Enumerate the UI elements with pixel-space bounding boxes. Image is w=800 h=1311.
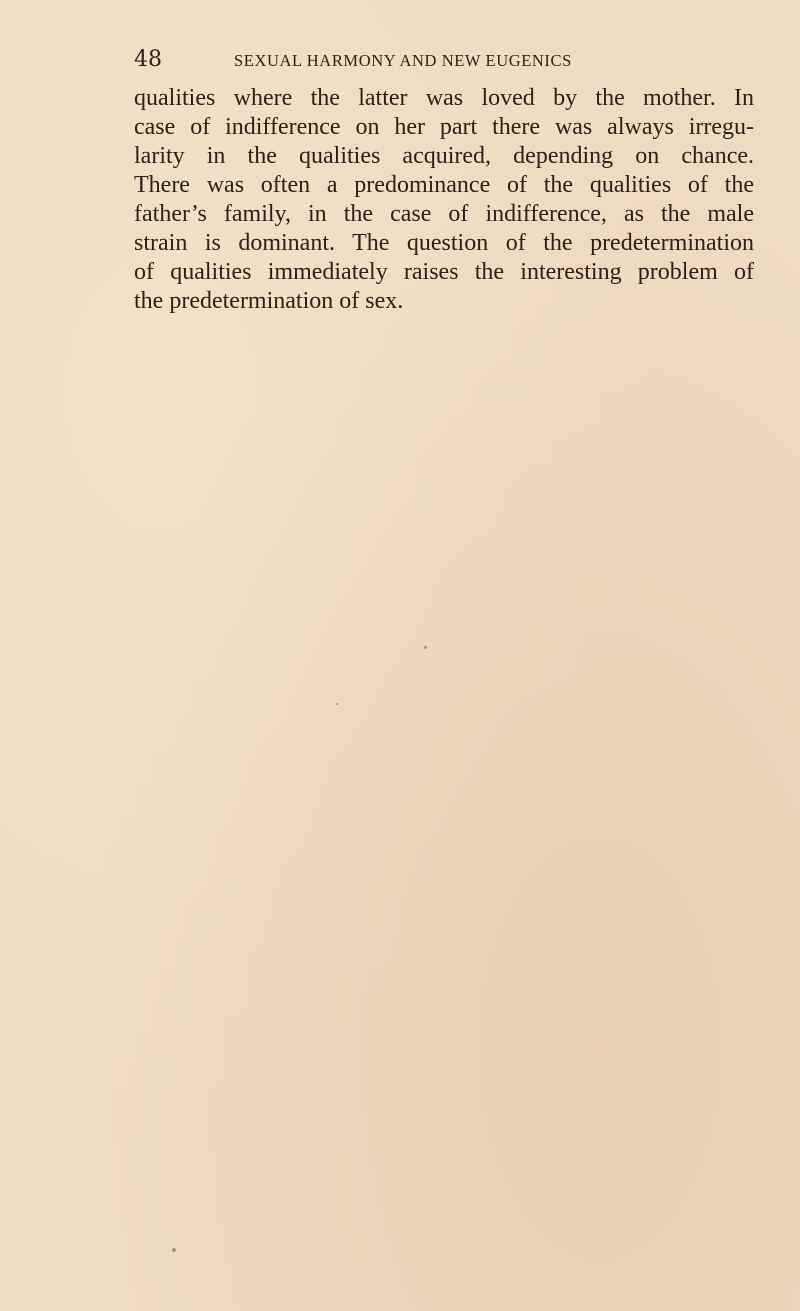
text-line: father’s family, in the case of indifference, as the male (134, 201, 754, 227)
paper-speck (336, 703, 338, 705)
text-line: larity in the qualities acquired, depending on chance. (134, 143, 754, 169)
body-paragraph (134, 84, 774, 316)
text-line: the predetermination of sex. (134, 288, 404, 314)
running-title: SEXUAL HARMONY AND NEW EUGENICS (234, 51, 572, 70)
paper-speck (424, 646, 427, 649)
text-line: qualities where the latter was loved by the mother. In (134, 85, 754, 111)
paper-speck (172, 1248, 176, 1252)
page-number: 48 (134, 47, 162, 72)
text-line: of qualities immediately raises the interesting problem of (134, 259, 754, 285)
text-line: strain is dominant. The question of the predetermination (134, 230, 754, 256)
text-line: case of indifference on her part there was always irregu- (134, 114, 754, 140)
text-line: There was often a predominance of the qualities of the (134, 172, 754, 198)
running-head (134, 46, 664, 78)
